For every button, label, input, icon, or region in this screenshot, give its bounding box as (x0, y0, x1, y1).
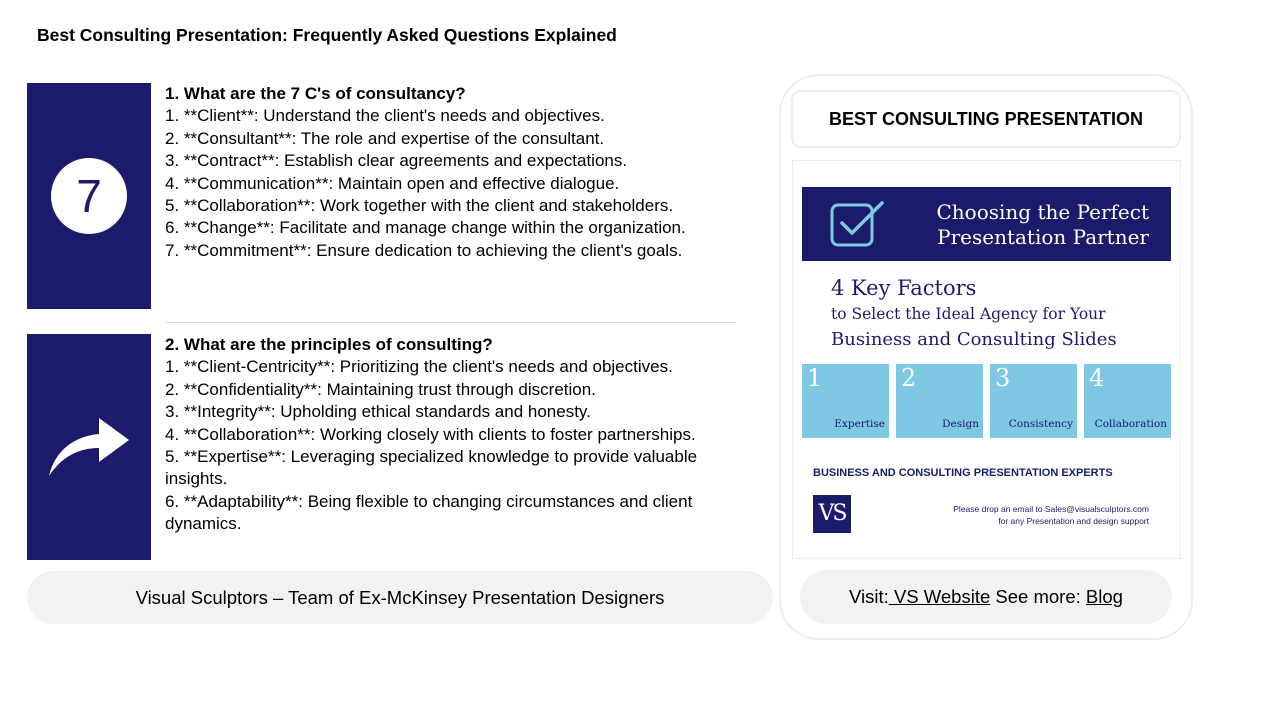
sidebar-title: BEST CONSULTING PRESENTATION (791, 90, 1181, 148)
faq-answer-line: 2. **Consultant**: The role and expertise of the consultant. (165, 128, 605, 148)
slide-banner-text (936, 200, 1149, 250)
slide-subheading-2: Business and Consulting Slides (831, 329, 1117, 350)
slide-heading: 4 Key Factors (831, 276, 977, 300)
visit-links (800, 570, 1172, 624)
vs-logo: VS (813, 495, 851, 533)
number-seven-badge: 7 (51, 158, 127, 234)
factor-number: 1 (807, 364, 823, 392)
faq-answer-line: 4. **Communication**: Maintain open and effective dialogue. (165, 173, 620, 193)
faq-answer-line: 3. **Integrity**: Upholding ethical standards and honesty. (165, 402, 591, 422)
faq-answer-line: 6. **Adaptability**: Being flexible to changing circumstances and client dynamics. (165, 491, 693, 534)
factor-tile-consistency (990, 364, 1077, 438)
footer-tagline: Visual Sculptors – Team of Ex-McKinsey Presentation Designers (27, 571, 773, 624)
number-seven-badge-block (27, 83, 151, 309)
factor-tile-expertise (802, 364, 889, 438)
contact-line: for any Presentation and design support (998, 516, 1149, 526)
factor-number: 3 (995, 364, 1011, 392)
factor-tile-collaboration (1084, 364, 1171, 438)
visit-label: Visit: (849, 586, 889, 607)
experts-label: BUSINESS AND CONSULTING PRESENTATION EXPERTS (813, 467, 1113, 479)
faq-answer-line: 6. **Change**: Facilitate and manage change within the organization. (165, 218, 686, 238)
blog-link[interactable]: Blog (1085, 586, 1123, 607)
faq-item-principles (165, 334, 740, 536)
contact-text (953, 503, 1149, 527)
faq-answer-line: 5. **Collaboration**: Work together with the client and stakeholders. (165, 196, 674, 216)
slide-banner-line1: Choosing the Perfect (936, 200, 1149, 224)
faq-question: 1. What are the 7 C's of consultancy? (165, 84, 466, 103)
faq-question: 2. What are the principles of consulting? (165, 335, 493, 354)
page-title: Best Consulting Presentation: Frequently Asked Questions Explained (37, 25, 617, 45)
curved-arrow-right-icon (47, 412, 133, 478)
faq-answer-line: 4. **Collaboration**: Working closely with clients to foster partnerships. (165, 424, 696, 444)
faq-answer-line: 7. **Commitment**: Ensure dedication to achieving the client's goals. (165, 240, 683, 260)
factor-number: 2 (901, 364, 917, 392)
vs-website-link[interactable]: VS Website (888, 586, 991, 607)
faq-answer-line: 3. **Contract**: Establish clear agreements and expectations. (165, 151, 628, 171)
factor-number: 4 (1089, 364, 1105, 392)
factor-label: Consistency (1008, 418, 1073, 430)
arrow-badge-block (27, 334, 151, 560)
factor-label: Collaboration (1094, 418, 1167, 430)
section-divider (165, 322, 736, 323)
slide-banner-line2: Presentation Partner (937, 225, 1149, 249)
factor-tile-design (896, 364, 983, 438)
slide-subheading: to Select the Ideal Agency for Your (831, 305, 1106, 323)
contact-line: Please drop an email to Sales@visualsculptors.com (953, 504, 1149, 514)
faq-answer-line: 5. **Expertise**: Leveraging specialized knowledge to provide valuable insights. (165, 447, 698, 489)
factor-label: Expertise (834, 418, 885, 430)
see-more-label: See more: (990, 586, 1086, 607)
factor-label: Design (942, 418, 979, 430)
slide-banner (802, 187, 1171, 261)
checkbox-icon (830, 199, 886, 249)
faq-answer-line: 2. **Confidentiality**: Maintaining trust through discretion. (165, 379, 596, 399)
faq-answer-line: 1. **Client-Centricity**: Prioritizing the client's needs and objectives. (165, 357, 673, 377)
faq-answer-line: 1. **Client**: Understand the client's needs and objectives. (165, 106, 605, 126)
faq-item-seven-cs (165, 83, 740, 262)
